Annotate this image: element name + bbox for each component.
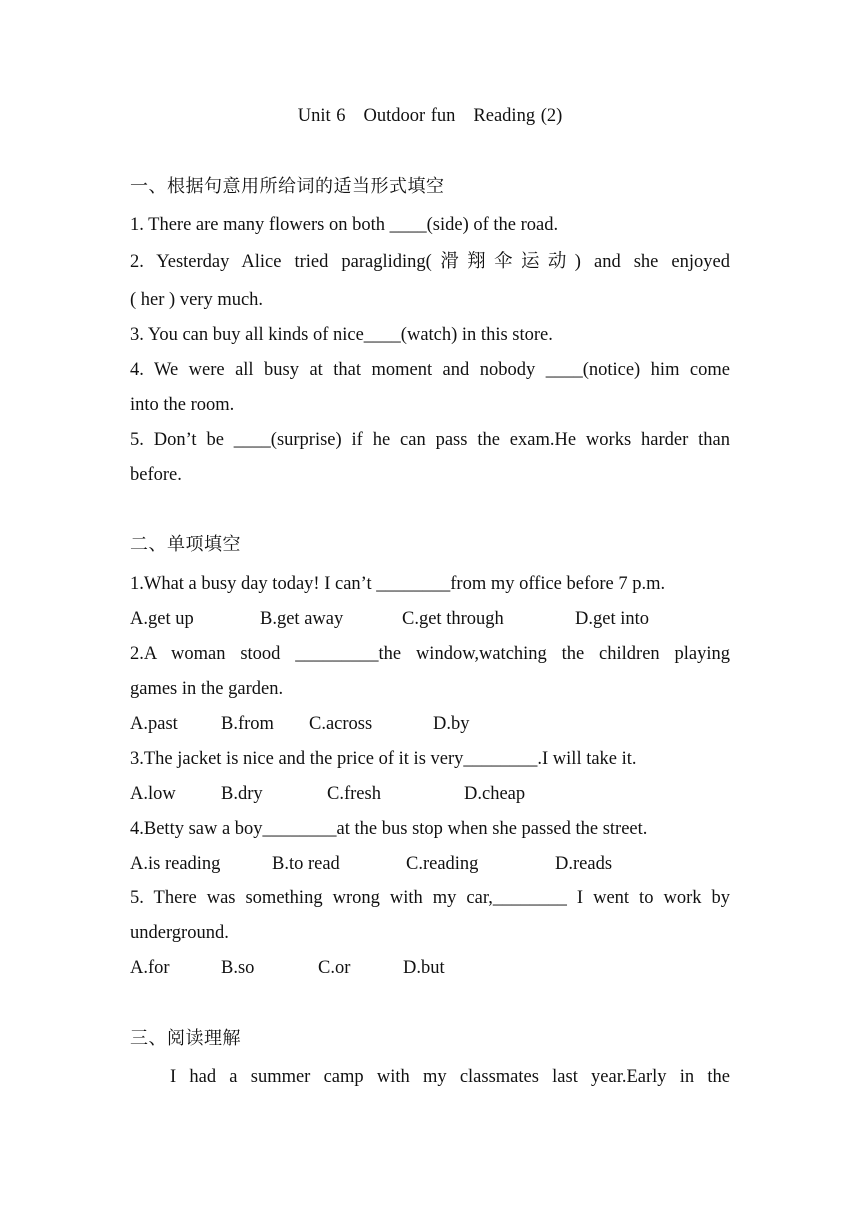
section1-q4-line2: into the room.	[130, 395, 235, 415]
option-d: D.but	[403, 958, 445, 978]
option-c: C.across	[309, 714, 373, 734]
option-c: C.fresh	[327, 784, 381, 804]
option-d: D.get into	[575, 609, 649, 629]
passage-first-line: I had a summer camp with my classmates last year.Early in the	[170, 1067, 730, 1087]
option-b: B.from	[221, 714, 274, 734]
section1-q5-line2: before.	[130, 465, 182, 485]
section3-heading: 三、阅读理解	[130, 1028, 241, 1049]
option-d: D.cheap	[464, 784, 526, 804]
option-b: B.dry	[221, 784, 263, 804]
section2-q4: 4.Betty saw a boy________at the bus stop when she passed the street.	[130, 819, 648, 839]
section1-heading: 一、根据句意用所给词的适当形式填空	[130, 176, 445, 197]
title-topic: Outdoor fun	[363, 106, 456, 126]
option-c: C.reading	[406, 854, 479, 874]
section2-q5-line2: underground.	[130, 923, 229, 943]
section2-q2-line1: 2.A woman stood _________the window,watching the children playing	[130, 644, 730, 664]
option-a: A.for	[130, 958, 170, 978]
section1-q3: 3. You can buy all kinds of nice____(watch) in this store.	[130, 325, 553, 345]
title-unit: Unit 6	[297, 106, 346, 126]
section2-q3: 3.The jacket is nice and the price of it is very________.I will take it.	[130, 749, 637, 769]
option-b: B.so	[221, 958, 255, 978]
section2-heading: 二、单项填空	[130, 534, 241, 555]
option-d: D.by	[433, 714, 470, 734]
section1-q1: 1. There are many flowers on both ____(side) of the road.	[130, 215, 559, 235]
section1-q4-line1: 4. We were all busy at that moment and nobody ____(notice) him come	[130, 360, 730, 380]
option-a: A.past	[130, 714, 178, 734]
section1-q2-line1: 2. Yesterday Alice tried paragliding(滑翔伞运动) and she enjoyed	[130, 252, 730, 272]
option-c: C.get through	[402, 609, 504, 629]
option-a: A.low	[130, 784, 176, 804]
option-b: B.to read	[272, 854, 340, 874]
section2-q5-line1: 5. There was something wrong with my car,________ I went to work by	[130, 888, 730, 908]
option-a: A.get up	[130, 609, 194, 629]
section1-q2-line2: ( her ) very much.	[130, 290, 264, 310]
title-section: Reading (2)	[473, 106, 563, 126]
option-c: C.or	[318, 958, 351, 978]
section2-q2-line2: games in the garden.	[130, 679, 284, 699]
page-title	[0, 104, 860, 128]
option-d: D.reads	[555, 854, 613, 874]
section2-q1: 1.What a busy day today! I can’t ________from my office before 7 p.m.	[130, 574, 666, 594]
option-a: A.is reading	[130, 854, 221, 874]
option-b: B.get away	[260, 609, 344, 629]
section1-q5-line1: 5. Don’t be ____(surprise) if he can pass the exam.He works harder than	[130, 430, 730, 450]
